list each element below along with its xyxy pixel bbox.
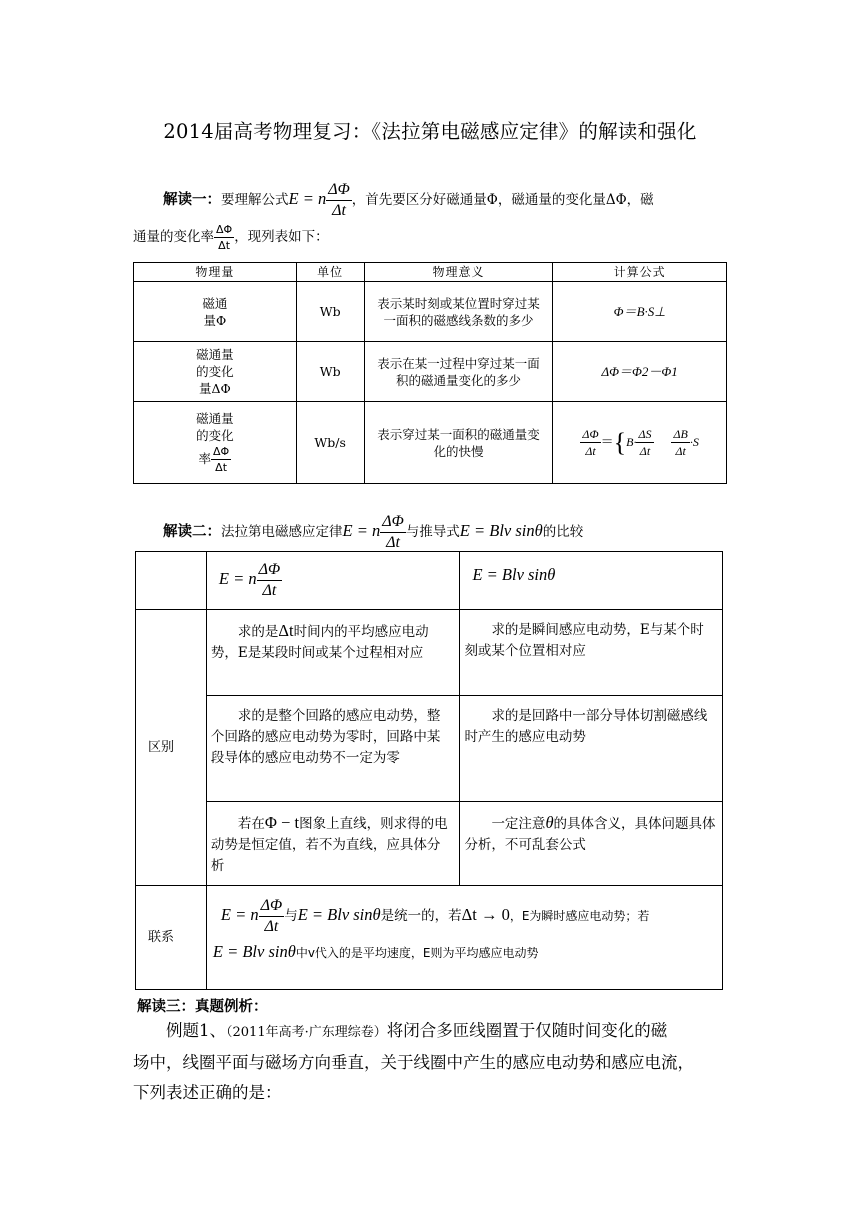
header-formula-right: E = Blv sinθ: [460, 552, 723, 610]
diff-right-cell: 求的是回路中一部分导体切割磁感线时产生的感应电动势: [460, 696, 723, 802]
diff-left-cell: 求的是Δt时间内的平均感应电动势，E是某段时间或某个过程相对应: [206, 610, 460, 696]
table-row: [134, 342, 727, 402]
diff-left-cell: 若在Φ − t图象上直线，则求得的电动势是恒定值，若不为直线，应具体分析: [206, 802, 460, 886]
quantity-cell: 磁通量 的变化 率 $\frac{\Delta\Phi}{\Delta t}$: [134, 402, 297, 484]
table-row: [136, 696, 723, 802]
link-label: 联系: [136, 886, 207, 990]
formula-lhs: E = n: [288, 189, 327, 208]
meaning-cell: 表示穿过某一面积的磁通量变化的快慢: [364, 402, 553, 484]
reading2-label: 解读二：: [163, 524, 221, 540]
unit-cell: Wb/s: [296, 402, 364, 484]
diff-left-cell: 求的是整个回路的感应电动势，整个回路的感应电动势为零时，回路中某段导体的感应电动势不一定为零: [206, 696, 460, 802]
meaning-cell: 表示在某一过程中穿过某一面积的磁通量变化的多少: [364, 342, 553, 402]
unit-cell: Wb: [296, 342, 364, 402]
formula-cell: $\frac{\Delta\Phi}{\Delta t}$ ＝{B· $\frac{\Delta S}{\Delta t}$ $\frac{\Delta B}{\Delta t}$ ·S: [553, 402, 727, 484]
unit-cell: Wb: [296, 282, 364, 342]
diff-right-cell: 求的是瞬间感应电动势，E与某个时刻或某个位置相对应: [460, 610, 723, 696]
formula-frac: $\frac{\Delta\Phi}{\Delta t}$: [382, 513, 404, 551]
reading1-line2: 通量的变化率 $\frac{\Delta\Phi}{\Delta t}$ ，现列表如下：: [133, 223, 329, 252]
quantity-cell: 磁通量 的变化 量ΔΦ: [134, 342, 297, 402]
header-meaning: 物理意义: [364, 263, 553, 282]
flux-comparison-table: [133, 262, 727, 484]
reading3-label: 解读三：真题例析：: [137, 999, 268, 1015]
reading1-line1: 解读一：要理解公式E = n $\frac{\Delta\Phi}{\Delta t}$ ，首先要区分好磁通量Φ，磁通量的变化量ΔΦ，磁: [163, 181, 654, 219]
reading2-line: 解读二：法拉第电磁感应定律E = n $\frac{\Delta\Phi}{\Delta t}$ 与推导式E = Blv sinθ的比较: [163, 513, 584, 551]
table-row: [136, 802, 723, 886]
formula-cell: Φ＝B·S⊥: [553, 282, 727, 342]
meaning-cell: 表示某时刻或某位置时穿过某一面积的磁感线条数的多少: [364, 282, 553, 342]
table-header-row: [134, 263, 727, 282]
formula-comparison-table: [135, 551, 723, 990]
header-unit: 单位: [296, 263, 364, 282]
page-title: 2014届高考物理复习：《法拉第电磁感应定律》的解读和强化: [163, 120, 697, 143]
rate-frac: $\frac{\Delta\Phi}{\Delta t}$: [213, 445, 230, 474]
formula-cell: ΔΦ＝Φ2－Φ1: [553, 342, 727, 402]
diff-label: 区别: [136, 610, 207, 886]
table-row: [136, 610, 723, 696]
table-row: [136, 886, 723, 990]
reading1-label: 解读一：: [163, 192, 221, 208]
formula-frac: $\frac{\Delta\Phi}{\Delta t}$: [328, 181, 350, 219]
link-cell: E = n $\frac{\Delta\Phi}{\Delta t}$ 与E = Blv sinθ是统一的，若Δt → 0，E为瞬时感应电动势；若 E = Blv sinθ中v代入的是平均速度，E则为平均感应电动势: [206, 886, 722, 990]
table-header-row: [136, 552, 723, 610]
table-row: [134, 402, 727, 484]
header-formula-left: E = n $\frac{\Delta\Phi}{\Delta t}$: [206, 552, 460, 610]
header-formula: 计算公式: [553, 263, 727, 282]
example1: 例题1、（2011年高考·广东理综卷）将闭合多匝线圈置于仅随时间变化的磁 场中，线圈平面与磁场方向垂直，关于线圈中产生的感应电动势和感应电流， 下列表述正确的是：: [133, 1021, 694, 1102]
rate-frac: $\frac{\Delta\Phi}{\Delta t}$: [216, 223, 233, 252]
table-row: [134, 282, 727, 342]
diff-right-cell: 一定注意θ的具体含义，具体问题具体分析，不可乱套公式: [460, 802, 723, 886]
quantity-cell: 磁通 量Φ: [134, 282, 297, 342]
header-quantity: 物理量: [134, 263, 297, 282]
